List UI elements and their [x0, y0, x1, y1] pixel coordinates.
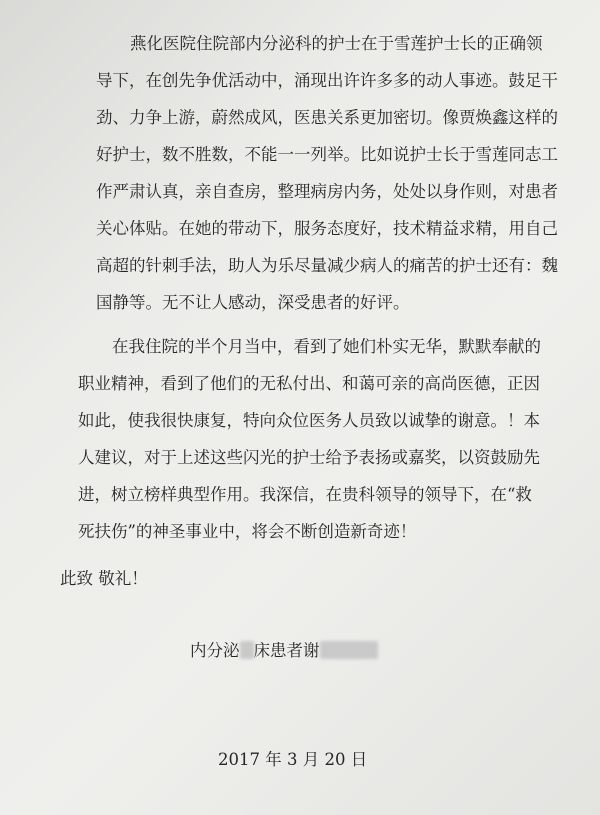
signature-department: 内分泌 — [190, 641, 240, 660]
paragraph2-line-5: 进，树立榜样典型作用。我深信，在贵科领导的领导下，在“救 — [78, 485, 532, 504]
paragraph1-line-4: 好护士，数不胜数，不能一一列举。比如说护士长于雪莲同志工 — [96, 145, 558, 164]
paragraph1-line-3: 劲、力争上游，蔚然成风，医患关系更加密切。像贾焕鑫这样的 — [96, 108, 558, 127]
paragraph1-line-5: 作严肃认真，亲自查房，整理病房内务，处处以身作则，对患者 — [96, 182, 558, 201]
paragraph1-line-6: 关心体贴。在她的带动下，服务态度好，技术精益求精，用自己 — [96, 219, 558, 238]
signature-patient: 床患者谢 — [253, 641, 320, 660]
paragraph1-line-2: 导下，在创先争优活动中，涌现出许许多多的动人事迹。鼓足干 — [96, 71, 558, 90]
paragraph2-line-4: 人建议，对于上述这些闪光的护士给予表扬或嘉奖，以资鼓励先 — [78, 448, 540, 467]
signature — [190, 640, 378, 662]
paragraph1-line-8: 国静等。无不让人感动，深受患者的好评。 — [96, 293, 410, 312]
paragraph1-line-7: 高超的针刺手法，助人为乐尽量减少病人的痛苦的护士还有：魏 — [96, 256, 558, 275]
paragraph1-line-1: 燕化医院住院部内分泌科的护士在于雪莲护士长的正确领 — [130, 34, 543, 53]
letter-date: 2017 年 3 月 20 日 — [218, 750, 368, 769]
closing-salutation: 此致 敬礼！ — [60, 569, 148, 588]
paragraph2-line-1: 在我住院的半个月当中，看到了她们朴实无华，默默奉献的 — [112, 337, 541, 356]
paragraph2-line-3: 如此，使我很快康复，特向众位医务人员致以诚挚的谢意。！本 — [78, 411, 540, 430]
paragraph2-line-6: 死扶伤”的神圣事业中，将会不断创造新奇迹！ — [78, 522, 417, 541]
redacted-patient-name — [320, 641, 378, 659]
redacted-bed-number — [240, 641, 254, 659]
paragraph2-line-2: 职业精神，看到了他们的无私付出、和蔼可亲的高尚医德，正因 — [78, 374, 540, 393]
